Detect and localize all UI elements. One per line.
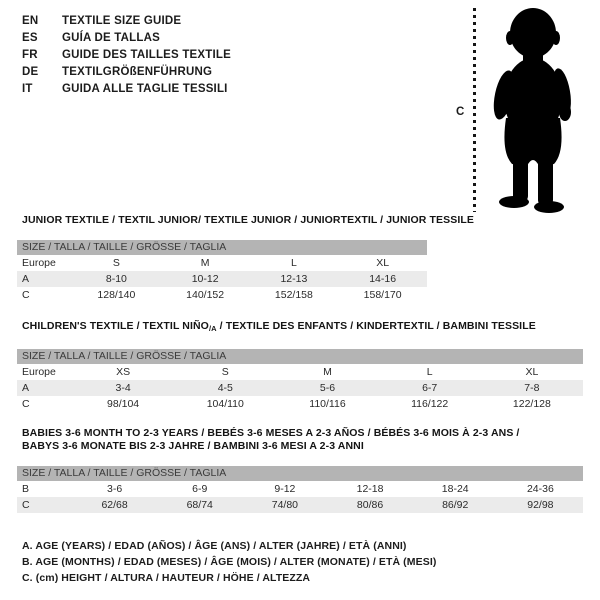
children-section (17, 320, 583, 412)
language-label: TEXTILGRÖßENFÜHRUNG (62, 66, 213, 78)
language-label: GUÍA DE TALLAS (62, 32, 160, 44)
row-label-cell: C (22, 398, 30, 410)
table-row (17, 364, 583, 380)
babies-size-table (17, 481, 583, 513)
language-code: ES (22, 32, 38, 44)
babies-section (17, 427, 583, 513)
size-value-cell: M (200, 257, 210, 269)
size-value-cell: 62/68 (101, 499, 128, 511)
size-value-cell: 74/80 (271, 499, 299, 511)
language-code: DE (22, 66, 39, 78)
babies-size-header-bar: SIZE / TALLA / TAILLE / GRÖSSE / TAGLIA (17, 466, 583, 481)
size-value-cell: 8-10 (105, 273, 127, 285)
size-value-cell: S (221, 366, 229, 378)
junior-size-table (17, 255, 427, 303)
size-value-cell: L (290, 257, 297, 269)
size-value-cell: 9-12 (274, 483, 296, 495)
legend-line-c: C. (cm) HEIGHT / ALTURA / HAUTEUR / HÖHE / ALTEZZA (22, 572, 311, 584)
size-value-cell: 5-6 (319, 382, 336, 394)
size-value-cell: 128/140 (97, 289, 136, 301)
language-row (22, 81, 231, 98)
row-label-cell: A (22, 273, 30, 285)
size-value-cell: 14-16 (369, 273, 397, 285)
baby-figure (452, 6, 590, 220)
row-label-cell: Europe (22, 257, 56, 269)
size-value-cell: 104/110 (206, 398, 244, 410)
size-value-cell: 3-4 (115, 382, 131, 394)
table-row (17, 380, 583, 396)
children-size-header-bar: SIZE / TALLA / TAILLE / GRÖSSE / TAGLIA (17, 349, 583, 364)
row-label-cell: C (22, 499, 30, 511)
size-value-cell: 152/158 (274, 289, 313, 301)
babies-section-title (17, 427, 583, 453)
children-size-table (17, 364, 583, 412)
size-value-cell: 12-13 (280, 273, 308, 285)
size-value-cell: 80/86 (356, 499, 384, 511)
junior-size-header-bar: SIZE / TALLA / TAILLE / GRÖSSE / TAGLIA (17, 240, 427, 255)
size-value-cell: XL (525, 366, 539, 378)
language-title-block (22, 13, 231, 98)
table-row (17, 271, 427, 287)
row-label-cell: B (22, 483, 30, 495)
size-value-cell: 3-6 (106, 483, 123, 495)
size-value-cell: 24-36 (526, 483, 554, 495)
language-row (22, 64, 231, 81)
children-title-subscript: /A (208, 324, 217, 333)
table-row (17, 497, 583, 513)
children-title-text: / TEXTILE DES ENFANTS / KINDERTEXTIL / BAMBINI TESSILE (216, 320, 536, 332)
language-code: IT (22, 83, 33, 95)
size-value-cell: S (112, 257, 120, 269)
row-label-cell: C (22, 289, 30, 301)
language-label: GUIDA ALLE TAGLIE TESSILI (62, 83, 228, 95)
table-row (17, 481, 583, 497)
size-value-cell: 98/104 (107, 398, 140, 410)
size-value-cell: XS (116, 366, 131, 378)
size-value-cell: 122/128 (512, 398, 551, 410)
babies-title-line2: BABYS 3-6 MONATE BIS 2-3 JAHRE / BAMBINI 3-6 MESI A 2-3 ANNI (22, 440, 364, 452)
size-value-cell: XL (376, 257, 390, 269)
size-value-cell: 140/152 (186, 289, 225, 301)
language-row (22, 13, 231, 30)
size-value-cell: 68/74 (186, 499, 213, 511)
language-label: GUIDE DES TAILLES TEXTILE (62, 49, 231, 61)
size-value-cell: 4-5 (217, 382, 233, 394)
children-section-title (17, 320, 583, 335)
size-value-cell: 12-18 (356, 483, 384, 495)
junior-section-title: JUNIOR TEXTILE / TEXTIL JUNIOR/ TEXTILE JUNIOR / JUNIORTEXTIL / JUNIOR TESSILE (22, 214, 474, 226)
row-label-cell: A (22, 382, 30, 394)
junior-section (17, 214, 474, 303)
size-value-cell: L (426, 366, 433, 378)
language-row (22, 47, 231, 64)
size-value-cell: 86/92 (442, 499, 469, 511)
size-value-cell: 10-12 (191, 273, 219, 285)
language-code: FR (22, 49, 38, 61)
table-row (17, 396, 583, 412)
legend-line-b: B. AGE (MONTHS) / EDAD (MESES) / ÂGE (MOIS) / ALTER (MONATE) / ETÀ (MESI) (22, 556, 437, 568)
size-value-cell: 92/98 (527, 499, 554, 511)
height-measure-label: C (456, 106, 465, 118)
babies-title-line1: BABIES 3-6 MONTH TO 2-3 YEARS / BEBÉS 3-6 MESES A 2-3 AÑOS / BÉBÉS 3-6 MOIS À 2-3 ANS / (22, 427, 520, 439)
size-value-cell: 110/116 (309, 398, 346, 410)
size-value-cell: 158/170 (363, 289, 402, 301)
baby-silhouette-icon (480, 6, 582, 216)
legend-line-a: A. AGE (YEARS) / EDAD (AÑOS) / ÂGE (ANS) / ALTER (JAHRE) / ETÀ (ANNI) (22, 540, 407, 552)
language-label: TEXTILE SIZE GUIDE (62, 15, 182, 27)
measurement-legend (22, 538, 436, 586)
language-row (22, 30, 231, 47)
size-value-cell: 6-7 (422, 382, 438, 394)
table-row (17, 287, 427, 303)
height-dotted-line (473, 8, 476, 212)
children-title-text: CHILDREN'S TEXTILE / TEXTIL NIÑO (22, 320, 209, 332)
size-value-cell: 116/122 (411, 398, 449, 410)
size-value-cell: 6-9 (192, 483, 208, 495)
size-value-cell: 7-8 (524, 382, 540, 394)
table-row (17, 255, 427, 271)
language-code: EN (22, 15, 39, 27)
size-value-cell: M (323, 366, 332, 378)
size-value-cell: 18-24 (441, 483, 469, 495)
row-label-cell: Europe (22, 366, 56, 378)
